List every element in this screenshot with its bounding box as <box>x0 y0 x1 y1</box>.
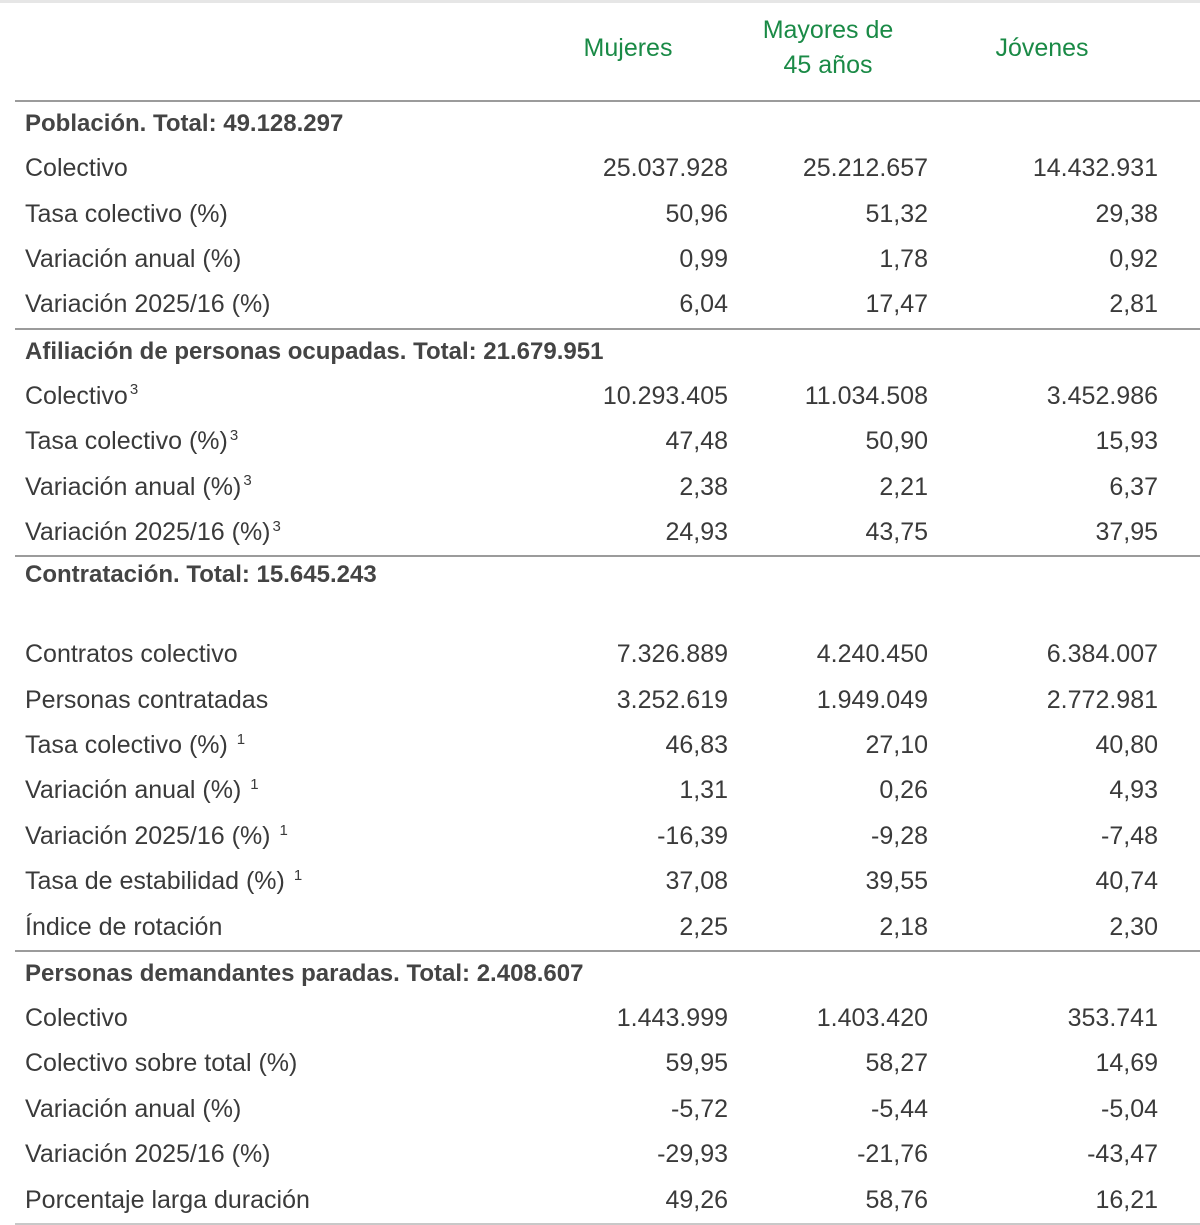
value-cell-mujeres: -29,93 <box>657 1140 728 1169</box>
value-cell-mujeres: 0,99 <box>679 244 728 273</box>
section-title: Población. Total: 49.128.297 <box>25 110 344 137</box>
row-label-cell <box>15 867 518 896</box>
table-row <box>15 510 1200 555</box>
row-label-cell <box>15 473 518 502</box>
value-cell-mayores: 58,27 <box>865 1049 928 1078</box>
value-cell-mujeres: -5,72 <box>671 1094 728 1123</box>
footnote-marker: 1 <box>279 821 288 839</box>
row-label-cell <box>15 731 518 760</box>
section-title: Afiliación de personas ocupadas. Total: 21.679.951 <box>25 337 604 365</box>
table-row <box>15 1087 1200 1132</box>
table-row <box>15 146 1200 191</box>
row-label-cell <box>15 290 518 319</box>
value-cell-mayores: 1,78 <box>879 244 928 273</box>
table-row <box>15 464 1200 509</box>
row-label-cell <box>15 1004 518 1033</box>
footnote-marker: 1 <box>236 730 246 748</box>
table-row <box>15 859 1200 904</box>
row-label-cell <box>15 1186 518 1215</box>
value-cell-mayores: 25.212.657 <box>802 154 928 183</box>
footnote-marker: 1 <box>250 776 259 794</box>
row-label: Tasa colectivo (%) <box>25 199 228 228</box>
value-cell-mujeres: 1,31 <box>679 776 728 805</box>
value-cell-mujeres: 6,04 <box>679 290 728 319</box>
value-cell-mayores: 43,75 <box>865 517 928 546</box>
column-header-label: Mujeres <box>583 33 673 62</box>
row-label-cell <box>15 686 518 715</box>
table-row <box>15 904 1200 949</box>
footnote-marker: 1 <box>293 866 303 884</box>
section-title: Personas demandantes paradas. Total: 2.408.607 <box>25 959 584 987</box>
value-cell-mayores: 4.240.450 <box>816 640 928 669</box>
row-label: Variación anual (%) <box>25 1094 242 1123</box>
row-label: Variación 2025/16 (%) <box>25 517 271 546</box>
row-label-cell <box>15 1049 518 1078</box>
row-label: Colectivo <box>25 154 128 183</box>
table-row <box>15 678 1200 723</box>
value-cell-jovenes: 0,92 <box>1109 244 1158 273</box>
table-section <box>15 555 1200 950</box>
table-row <box>15 419 1200 464</box>
row-label-cell <box>15 913 518 942</box>
table-row <box>15 191 1200 236</box>
table-row <box>15 768 1200 813</box>
table-row <box>15 237 1200 282</box>
value-cell-jovenes: -43,47 <box>1087 1140 1158 1169</box>
value-cell-jovenes: 6,37 <box>1109 472 1158 501</box>
table-section <box>15 950 1200 1223</box>
row-label-cell <box>15 822 518 851</box>
row-label-cell <box>15 1140 518 1169</box>
value-cell-mayores: -5,44 <box>871 1094 928 1123</box>
value-cell-mujeres: 3.252.619 <box>616 685 728 714</box>
value-cell-mujeres: 2,25 <box>679 912 728 941</box>
row-label: Variación anual (%) <box>25 776 249 805</box>
value-cell-jovenes: 2,30 <box>1109 912 1158 941</box>
footnote-marker: 3 <box>272 517 281 535</box>
table-section <box>15 100 1200 328</box>
row-label: Variación 2025/16 (%) <box>25 290 271 319</box>
row-label: Variación anual (%) <box>25 472 242 501</box>
value-cell-mujeres: 7.326.889 <box>616 640 728 669</box>
row-label-cell <box>15 640 518 669</box>
value-cell-mayores: 0,26 <box>879 776 928 805</box>
value-cell-mayores: 50,90 <box>865 427 928 456</box>
row-label: Índice de rotación <box>25 912 223 941</box>
table-section <box>15 328 1200 556</box>
row-label-cell <box>15 427 518 456</box>
value-cell-jovenes: -5,04 <box>1101 1094 1158 1123</box>
row-label: Variación 2025/16 (%) <box>25 1140 271 1169</box>
value-cell-mujeres: 50,96 <box>665 199 728 228</box>
row-label: Tasa de estabilidad (%) <box>25 867 292 896</box>
value-cell-mujeres: 37,08 <box>665 867 728 896</box>
value-cell-mayores: 39,55 <box>865 867 928 896</box>
row-label-cell <box>15 776 518 805</box>
row-label: Variación anual (%) <box>25 244 242 273</box>
value-cell-jovenes: 4,93 <box>1109 776 1158 805</box>
value-cell-jovenes: 3.452.986 <box>1046 381 1158 410</box>
column-header-label: Jóvenes <box>995 33 1089 62</box>
value-cell-mayores: 2,18 <box>879 912 928 941</box>
column-header-line: Mayores de <box>762 16 894 44</box>
row-label: Personas contratadas <box>25 685 269 714</box>
value-cell-mayores: 27,10 <box>865 731 928 760</box>
section-title: Contratación. Total: 15.645.243 <box>25 561 377 589</box>
footnote-marker: 3 <box>229 426 239 444</box>
row-label-cell <box>15 1095 518 1124</box>
value-cell-jovenes: 14,69 <box>1095 1049 1158 1078</box>
value-cell-mujeres: 2,38 <box>679 472 728 501</box>
row-label: Tasa colectivo (%) <box>25 731 235 760</box>
row-label: Porcentaje larga duración <box>25 1185 310 1214</box>
row-label-cell <box>15 200 518 229</box>
value-cell-mujeres: 25.037.928 <box>602 154 728 183</box>
value-cell-jovenes: -7,48 <box>1101 821 1158 850</box>
value-cell-jovenes: 15,93 <box>1095 427 1158 456</box>
row-label-cell <box>15 245 518 274</box>
value-cell-mujeres: 59,95 <box>665 1049 728 1078</box>
value-cell-mayores: 1.949.049 <box>816 685 928 714</box>
value-cell-mayores: 58,76 <box>865 1185 928 1214</box>
column-header-mujeres <box>548 13 708 83</box>
value-cell-jovenes: 40,74 <box>1095 867 1158 896</box>
footnote-marker: 3 <box>243 472 252 490</box>
row-label: Tasa colectivo (%) <box>25 427 228 456</box>
value-cell-mujeres: 49,26 <box>665 1185 728 1214</box>
value-cell-jovenes: 2,81 <box>1109 290 1158 319</box>
value-cell-mayores: -21,76 <box>857 1140 928 1169</box>
column-header-jovenes <box>962 13 1122 83</box>
table-row <box>15 632 1200 677</box>
row-label: Colectivo <box>25 1004 128 1033</box>
value-cell-mayores: 11.034.508 <box>804 381 928 410</box>
row-label-cell <box>15 382 518 411</box>
value-cell-jovenes: 40,80 <box>1095 731 1158 760</box>
value-cell-jovenes: 2.772.981 <box>1046 685 1158 714</box>
value-cell-mujeres: 24,93 <box>665 517 728 546</box>
value-cell-mujeres: -16,39 <box>657 821 728 850</box>
value-cell-jovenes: 37,95 <box>1095 517 1158 546</box>
value-cell-mujeres: 46,83 <box>665 731 728 760</box>
footnote-marker: 3 <box>129 381 139 399</box>
value-cell-jovenes: 16,21 <box>1095 1185 1158 1214</box>
table-row <box>15 282 1200 327</box>
row-label: Contratos colectivo <box>25 640 238 669</box>
value-cell-mujeres: 10.293.405 <box>602 381 728 410</box>
table-header <box>0 3 1200 100</box>
table-row <box>15 1041 1200 1086</box>
table-row <box>15 814 1200 859</box>
table-row <box>15 1132 1200 1177</box>
value-cell-mayores: -9,28 <box>871 821 928 850</box>
value-cell-mayores: 51,32 <box>865 199 928 228</box>
row-label-cell <box>15 518 518 547</box>
table-row <box>15 1177 1200 1222</box>
column-header-label <box>763 13 894 83</box>
row-label: Variación 2025/16 (%) <box>25 821 278 850</box>
value-cell-mayores: 17,47 <box>865 290 928 319</box>
value-cell-mujeres: 1.443.999 <box>616 1004 728 1033</box>
value-cell-mayores: 2,21 <box>879 472 928 501</box>
row-label: Colectivo <box>25 381 128 410</box>
value-cell-jovenes: 29,38 <box>1095 199 1158 228</box>
value-cell-jovenes: 14.432.931 <box>1032 154 1158 183</box>
value-cell-mujeres: 47,48 <box>665 427 728 456</box>
table-row <box>15 996 1200 1041</box>
table-row <box>15 723 1200 768</box>
value-cell-jovenes: 353.741 <box>1067 1004 1158 1033</box>
row-label-cell <box>15 154 518 183</box>
value-cell-jovenes: 6.384.007 <box>1046 640 1158 669</box>
column-header-mayores <box>738 13 918 83</box>
column-header-line: 45 años <box>783 51 873 79</box>
table-row <box>15 374 1200 419</box>
data-table <box>15 100 1200 1225</box>
row-label: Colectivo sobre total (%) <box>25 1049 298 1078</box>
value-cell-mayores: 1.403.420 <box>816 1004 928 1033</box>
